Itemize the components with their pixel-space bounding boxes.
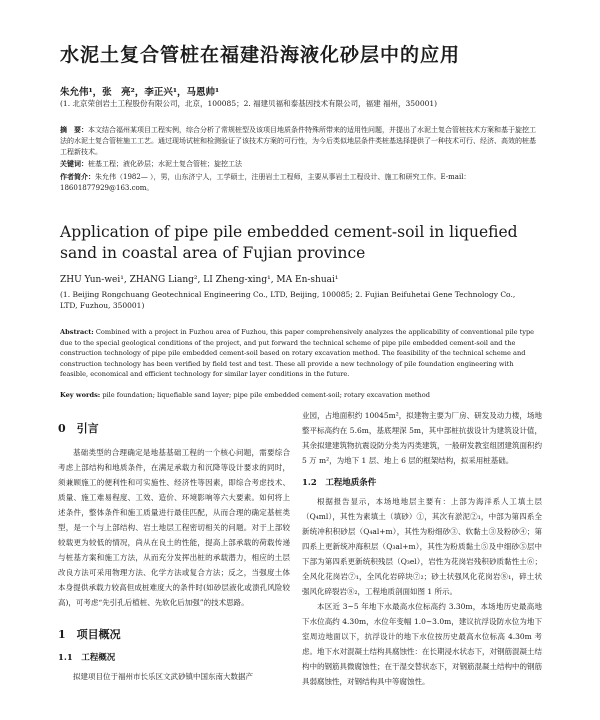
geology-paragraph: 根据报告显示，本场地地层主要有：上部为海洋系人工填土层（Q₄ml），其性为素填土（填砂）①，其次有淤泥②₁，中部为第四系全新统冲积积砂层（Q₄al+m），其性为粉细砂③、软黏土③及粉砂④；第四系上更新统冲海积层（Q₃al+m），其性为粉质黏土⑤及中细砂⑤层中下部为第四系更新统积残层（Q₃el），岩性为花岗岩残积砂质黏性土⑥；全风化花岗岩⑦₁，全风化岩碎块⑦₂；砂土状强风化花岗岩⑧₁，碎土状强风化碎裂岩⑧₂，工程地质剖面如图 1 所示。 [302,497,542,596]
abstract-en-label: Abstract: [60,328,94,336]
body-column-left [58,408,290,684]
subsection-heading-geology: 1.2 工程地质条件 [302,478,377,488]
body-column-right [302,408,542,689]
authors-cn: 朱允伟¹，张 亮²，李正兴¹，马恩帅¹ [60,87,220,98]
author-note-text: 朱允伟（1982— ），男，山东济宁人，工学硕士，注册岩土工程师，主要从事岩土工程设计、施工和研究工作。E-mail：18601877929@163.com。 [60,173,471,192]
abstract-en-text: Combined with a project in Fuzhou area of Fuzhou, this paper comprehensively analyzes the applicability of conventional pile type due to the special geological conditions of the project, and put forward the technical scheme of pipe pile embedded cement-soil and the construction technology of pipe pile embedded cement-soil based on rotary excavation method. The feasibility of the technical scheme and construction technology has been verified by field test and test. These all provide a new technology of pile foundation engineering with feasible, economical and efficient technology for similar layer conditions in the future. [60,328,535,378]
keywords-cn-label: 关键词： [60,159,88,168]
section-heading-intro: 0 引言 [58,422,99,435]
keywords-cn-text: 桩基工程；液化砂层；水泥土复合管桩；旋挖工法 [88,160,242,168]
abstract-cn-text: 本文结合福州某项目工程实例，综合分析了常规桩型及该项目地质条件特殊所带来的适用性问题，并提出了水泥土复合管桩技术方案和基于旋挖工法的水泥土复合管桩施工工艺。通过现场试桩和检测验证了该技术方案的可行性，为今后类似地层条件类桩基选择提供了一种技术可行、经济、高效的桩基工程新技术。 [60,126,536,156]
affiliation-cn: (1. 北京荣创岩土工程股份有限公司，北京，100085；2. 福建贝福和泰基因技术有限公司，福建 福州，350001) [60,99,438,108]
keywords-en-label: Key words: [60,391,101,399]
intro-paragraph: 基础类型的合理确定是地基基础工程的一个核心问题，需要综合考虑上部结构和地质条件，在满足承载力和沉降等设计要求的同时，须兼顾施工的便利性和可实施性、经济性等因素，即综合考虑技术、质量、施工难易程度、工效、造价、环境影响等六大要素。如何将上述条件，整体条件和施工质量进行最佳匹配，从而合理的确定基桩类型，是一个与上部结构、岩土地层工程密切相关的问题。对于上部较较载更为较低的情况，尚从在良土的性能，提高上部承载的荷载传递与桩基方案和施工方法，从而充分发挥出桩的承载潜力，相应的土层改良方法可采用物理方法、化学方法或复合方法；反之，当强度土体本身提供承载力较高但成桩难度大的条件时(如砂层液化或溃孔风险较高)，可考虑“先引孔后植桩、先软化后加强”的技术思路。 [58,448,290,607]
engineering-paragraph-continued: 业园，占地面积约 10045m²，拟建物主要为厂房、研发及动力楼，场地整平标高约在 5.6m，基底埋深 5m，其中部桩抗拔设计为建筑设计值，其余拟建建筑物抗震设防分类为丙类建筑，一般研发教室组团建筑面积约 5 万 m²，为地下 1 层、地上 6 层的框架结构，拟采用桩基础。 [302,411,542,465]
abstract-cn [60,124,540,158]
subsection-heading-engineering: 1.1 工程概况 [58,653,116,663]
author-note-label: 作者简介： [60,172,95,181]
engineering-paragraph-start: 拟建项目位于福州市长乐区文武砂镇中国东南大数据产 [73,672,253,681]
author-note-cn [60,171,540,194]
keywords-en [60,391,542,399]
affiliation-en: (1. Beijing Rongchuang Geotechnical Engineering Co., LTD, Beijing, 100085; 2. Fujian Beifuhetai Gene Technology Co., LTD, Fuzhou, 350001) [60,290,516,310]
keywords-en-text: pile foundation; liquefiable sand layer; pipe pile embedded cement-soil; rotary excavation method [102,391,430,399]
groundwater-paragraph: 本区近 3~5 年地下水最高水位标高约 3.30m，本场地历史最高地下水位高约 4.30m，水位年变幅 1.0~3.0m，建议抗浮设防水位为地下室周边地面以下，抗浮设计的地下水位按历史最高水位标高 4.30m 考虑。地下水对混凝土结构具腐蚀性：在长期浸水状态下，对钢筋混凝土结构中的钢筋具微腐蚀性；在干湿交替状态下，对钢筋混凝土结构中的钢筋具弱腐蚀性，对钢结构具中等腐蚀性。 [302,602,542,686]
paper-title-en: Application of pipe pile embedded cement-soil in liquefied sand in coastal area of Fujian province [60,223,518,262]
abstract-cn-label: 摘 要： [60,125,88,134]
keywords-cn [60,159,242,169]
paper-title-cn: 水泥土复合管桩在福建沿海液化砂层中的应用 [60,44,461,66]
abstract-en [60,327,542,380]
authors-en: ZHU Yun-wei¹, ZHANG Liang², LI Zheng-xing¹, MA En-shuai¹ [60,275,339,285]
section-heading-overview: 1 项目概况 [58,628,121,641]
